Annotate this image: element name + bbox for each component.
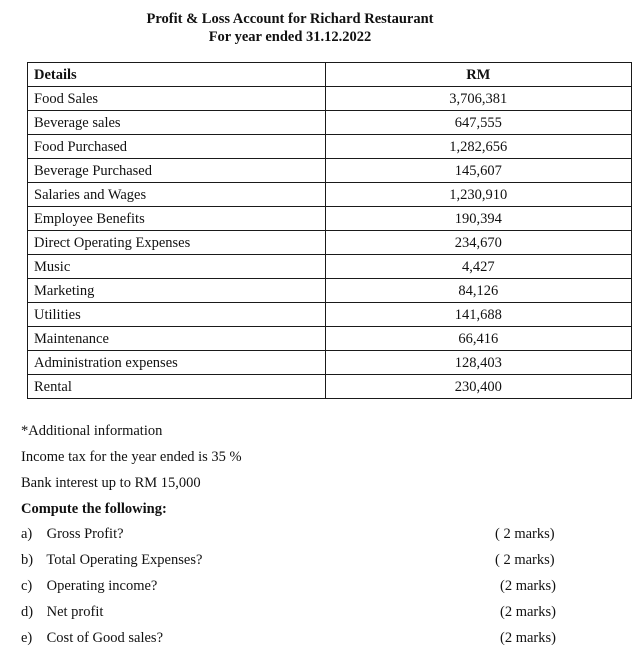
row-detail: Rental [28, 375, 326, 399]
question-letter: d) [21, 604, 34, 620]
table-row [28, 255, 632, 279]
table-row [28, 135, 632, 159]
question-letter: b) [21, 552, 34, 568]
row-amount: 234,670 [325, 231, 631, 255]
row-detail: Music [28, 255, 326, 279]
question-marks: (2 marks) [500, 604, 556, 620]
row-detail: Maintenance [28, 327, 326, 351]
question-letter: c) [21, 578, 33, 594]
row-amount: 84,126 [325, 279, 631, 303]
question-item [21, 525, 621, 543]
question-letter: a) [21, 526, 33, 542]
row-amount: 128,403 [325, 351, 631, 375]
row-amount: 1,282,656 [325, 135, 631, 159]
document-header [0, 10, 580, 46]
table-row [28, 375, 632, 399]
row-detail: Direct Operating Expenses [28, 231, 326, 255]
table-row [28, 111, 632, 135]
document-subtitle: For year ended 31.12.2022 [208, 29, 372, 45]
table-row [28, 159, 632, 183]
question-item [21, 577, 621, 595]
row-amount: 141,688 [325, 303, 631, 327]
row-amount: 4,427 [325, 255, 631, 279]
table-row [28, 231, 632, 255]
row-detail: Salaries and Wages [28, 183, 326, 207]
bank-interest-note: Bank interest up to RM 15,000 [21, 475, 201, 491]
table-row [28, 87, 632, 111]
table-row [28, 327, 632, 351]
table-header-row [28, 63, 632, 87]
compute-heading: Compute the following: [21, 501, 167, 517]
question-item [21, 551, 621, 569]
profit-loss-table [27, 62, 632, 399]
row-detail: Administration expenses [28, 351, 326, 375]
question-item [21, 629, 621, 647]
table-row [28, 207, 632, 231]
question-letter: e) [21, 630, 33, 646]
row-amount: 1,230,910 [325, 183, 631, 207]
additional-info-heading: *Additional information [21, 423, 163, 439]
question-text: Operating income? [46, 578, 158, 594]
question-text: Total Operating Expenses? [46, 552, 203, 568]
row-amount: 66,416 [325, 327, 631, 351]
row-detail: Employee Benefits [28, 207, 326, 231]
question-marks: ( 2 marks) [495, 526, 555, 542]
row-amount: 190,394 [325, 207, 631, 231]
column-header-rm: RM [325, 63, 631, 87]
question-text: Cost of Good sales? [46, 630, 164, 646]
row-amount: 145,607 [325, 159, 631, 183]
row-detail: Utilities [28, 303, 326, 327]
question-marks: (2 marks) [500, 578, 556, 594]
question-marks: ( 2 marks) [495, 552, 555, 568]
question-marks: (2 marks) [500, 630, 556, 646]
question-text: Net profit [46, 604, 104, 620]
table-row [28, 303, 632, 327]
question-text: Gross Profit? [46, 526, 124, 542]
table-row [28, 351, 632, 375]
table-row [28, 279, 632, 303]
document-title: Profit & Loss Account for Richard Restaurant [146, 11, 434, 27]
row-detail: Beverage Purchased [28, 159, 326, 183]
income-tax-note: Income tax for the year ended is 35 % [21, 449, 242, 465]
row-amount: 230,400 [325, 375, 631, 399]
table-row [28, 183, 632, 207]
column-header-details: Details [28, 63, 326, 87]
row-detail: Beverage sales [28, 111, 326, 135]
row-amount: 3,706,381 [325, 87, 631, 111]
row-detail: Food Purchased [28, 135, 326, 159]
row-amount: 647,555 [325, 111, 631, 135]
row-detail: Marketing [28, 279, 326, 303]
question-item [21, 603, 621, 621]
row-detail: Food Sales [28, 87, 326, 111]
